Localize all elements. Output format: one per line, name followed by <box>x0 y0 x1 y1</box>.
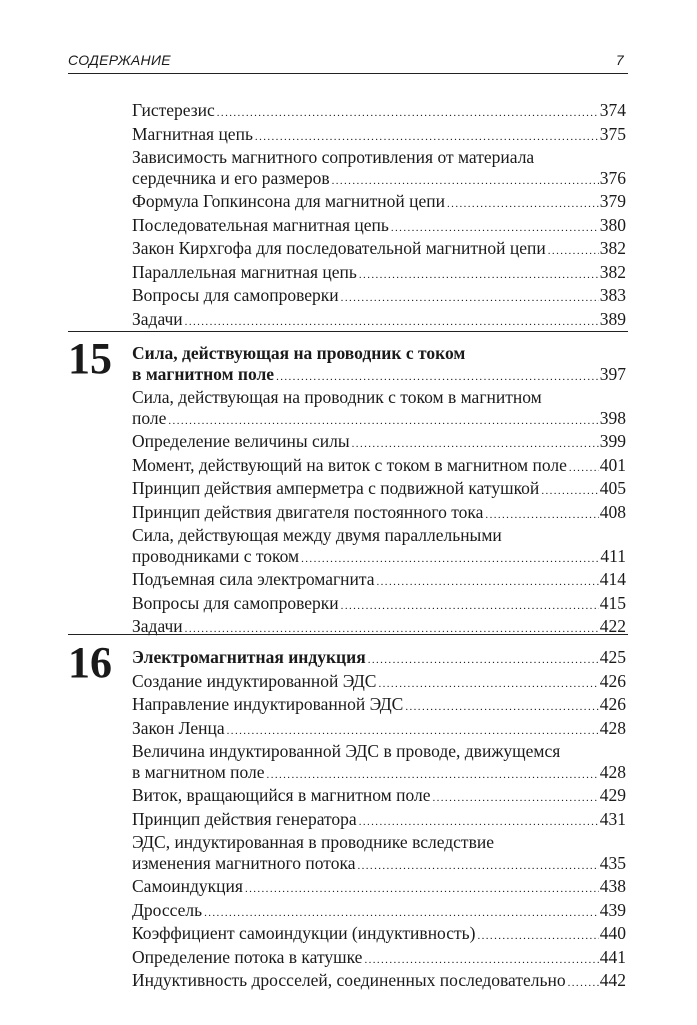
toc-entry[interactable] <box>132 694 626 718</box>
toc-entry-title: Принцип действия амперметра с подвижной катушкой <box>132 478 540 498</box>
toc-entry[interactable] <box>132 876 626 900</box>
toc-entry-page: 439 <box>599 899 626 920</box>
toc-entry-title: поле <box>132 407 167 428</box>
toc-entry[interactable] <box>132 593 626 617</box>
toc-entry-title-line1: Величина индуктированной ЭДС в проводе, движущемся <box>132 741 561 761</box>
toc-entry-title: Определение величины силы <box>132 431 350 451</box>
leader-dots <box>477 926 598 947</box>
toc-entry-page: 426 <box>599 694 626 714</box>
leader-dots <box>185 619 599 640</box>
toc-entry-title: Создание индуктированной ЭДС <box>132 670 377 691</box>
toc-entry-page: 428 <box>599 717 626 738</box>
toc-entry[interactable] <box>132 718 626 742</box>
chapter-title: в магнитном поле <box>132 363 275 384</box>
chapter-title-entry[interactable] <box>132 343 626 387</box>
toc-entry-title: Подъемная сила электромагнита <box>132 569 375 589</box>
page-number: 7 <box>615 52 624 68</box>
toc-entry-title-line1: ЭДС, индуктированная в проводнике вследствие <box>132 832 494 852</box>
toc-entry-title: в магнитном поле <box>132 761 265 782</box>
toc-entry[interactable] <box>132 215 626 239</box>
toc-entry-title: Вопросы для самопроверки <box>132 285 339 305</box>
leader-dots <box>391 218 599 239</box>
toc-entry-title: сердечника и его размеров <box>132 167 330 188</box>
chapter-rule <box>68 331 628 332</box>
toc-entry-page: 428 <box>599 761 626 782</box>
toc-entry[interactable] <box>132 785 626 809</box>
toc-entry[interactable] <box>132 309 626 333</box>
leader-dots <box>332 171 599 192</box>
leader-dots <box>168 411 598 432</box>
toc-entry-page: 415 <box>599 592 626 613</box>
toc-entry[interactable] <box>132 478 626 502</box>
toc-entry-title: Задачи <box>132 308 183 329</box>
toc-entry-title: Направление индуктированной ЭДС <box>132 694 404 714</box>
toc-entry-title: Самоиндукция <box>132 876 243 896</box>
toc-entry[interactable] <box>132 947 626 971</box>
toc-entry-page: 382 <box>599 261 626 282</box>
leader-dots <box>341 596 599 617</box>
header-rule <box>68 73 628 74</box>
leader-dots <box>357 856 598 877</box>
toc-entry-title: Принцип действия генератора <box>132 808 357 829</box>
leader-dots <box>204 903 599 924</box>
toc-entry-page: 382 <box>599 238 626 258</box>
toc-chapter-15 <box>132 343 626 640</box>
leader-dots <box>378 674 598 695</box>
toc-entry[interactable] <box>132 502 626 526</box>
toc-entry-page: 435 <box>599 852 626 873</box>
leader-dots <box>359 812 599 833</box>
toc-entry-page: 431 <box>599 808 626 829</box>
toc-entry-title: Параллельная магнитная цепь <box>132 261 357 282</box>
toc-entry-title: Закон Ленца <box>132 717 225 738</box>
toc-entry-page: 441 <box>599 946 626 967</box>
toc-entry-title: Задачи <box>132 616 183 636</box>
toc-entry-title-line1: Сила, действующая между двумя параллельными <box>132 525 502 545</box>
leader-dots <box>541 481 598 502</box>
toc-entry-page: 376 <box>599 167 626 188</box>
toc-entry[interactable] <box>132 191 626 215</box>
toc-entry-page: 379 <box>599 191 626 211</box>
toc-entry[interactable] <box>132 671 626 695</box>
toc-entry-page: 411 <box>600 545 626 566</box>
toc-entry-title-line1: Зависимость магнитного сопротивления от материала <box>132 147 535 167</box>
toc-entry[interactable] <box>132 809 626 833</box>
leader-dots <box>368 650 599 671</box>
toc-entry-title: Виток, вращающийся в магнитном поле <box>132 785 431 805</box>
leader-dots <box>352 434 599 455</box>
toc-entry-page: 380 <box>599 214 626 235</box>
running-head-title: СОДЕРЖАНИЕ <box>68 52 171 68</box>
toc-entry[interactable] <box>132 970 626 994</box>
toc-entry-title: Формула Гопкинсона для магнитной цепи <box>132 191 446 211</box>
toc-entry[interactable] <box>132 387 626 431</box>
chapter-page: 397 <box>599 363 626 384</box>
toc-chapter-16 <box>132 647 626 994</box>
toc-entry[interactable] <box>132 616 626 640</box>
leader-dots <box>276 367 599 388</box>
toc-entry-title: Гистерезис <box>132 100 215 120</box>
leader-dots <box>447 194 599 215</box>
chapter-title: Электромагнитная индукция <box>132 647 366 667</box>
toc-entry-page: 374 <box>599 100 626 120</box>
chapter-rule <box>68 634 628 635</box>
toc-entry-title: Закон Кирхгофа для последовательной магнитной цепи <box>132 238 546 258</box>
toc-entry[interactable] <box>132 923 626 947</box>
toc-entry[interactable] <box>132 238 626 262</box>
toc-entry-title: Момент, действующий на виток с током в магнитном поле <box>132 454 567 475</box>
leader-dots <box>569 458 599 479</box>
leader-dots <box>432 788 598 809</box>
leader-dots <box>568 973 599 994</box>
toc-entry-page: 438 <box>599 876 626 896</box>
toc-entry[interactable] <box>132 741 626 785</box>
toc-entry-page: 383 <box>599 285 626 305</box>
leader-dots <box>548 241 599 262</box>
leader-dots <box>364 950 598 971</box>
toc-entry-title: проводниками с током <box>132 545 300 566</box>
leader-dots <box>485 505 598 526</box>
toc-entry-title: Магнитная цепь <box>132 123 253 144</box>
toc-entry-page: 375 <box>599 123 626 144</box>
leader-dots <box>245 879 599 900</box>
toc-entry[interactable] <box>132 569 626 593</box>
leader-dots <box>217 103 599 124</box>
leader-dots <box>301 549 599 570</box>
leader-dots <box>185 312 599 333</box>
toc-entry[interactable] <box>132 124 626 148</box>
chapter-title-line1: Сила, действующая на проводник с током <box>132 343 466 363</box>
toc-entry[interactable] <box>132 525 626 569</box>
toc-entry-title: Вопросы для самопроверки <box>132 592 339 613</box>
toc-entry[interactable] <box>132 285 626 309</box>
chapter-title-entry[interactable] <box>132 647 626 671</box>
toc-entry-page: 440 <box>599 923 626 943</box>
toc-entry[interactable] <box>132 100 626 124</box>
toc-entry-page: 426 <box>599 670 626 691</box>
chapter-number: 16 <box>68 638 112 687</box>
chapter-page: 425 <box>599 647 626 667</box>
leader-dots <box>377 572 599 593</box>
leader-dots <box>255 127 599 148</box>
toc-entry-title: Определение потока в катушке <box>132 946 363 967</box>
running-head <box>68 52 628 72</box>
toc-entry-title: Индуктивность дросселей, соединенных последовательно <box>132 970 566 990</box>
toc-entry-title: изменения магнитного потока <box>132 852 356 873</box>
toc-entry[interactable] <box>132 262 626 286</box>
toc-entry-page: 401 <box>599 454 626 475</box>
toc-entry-page: 414 <box>599 569 626 589</box>
toc-entry[interactable] <box>132 832 626 876</box>
toc-section-continued <box>132 100 626 332</box>
toc-entry-title: Дроссель <box>132 899 203 920</box>
toc-entry[interactable] <box>132 455 626 479</box>
toc-entry-page: 389 <box>599 308 626 329</box>
toc-entry-page: 398 <box>599 407 626 428</box>
toc-entry-title: Коэффициент самоиндукции (индуктивность) <box>132 923 476 943</box>
toc-entry-page: 429 <box>599 785 626 805</box>
leader-dots <box>227 721 599 742</box>
toc-entry-page: 422 <box>599 616 626 636</box>
chapter-number: 15 <box>68 334 112 383</box>
toc-entry[interactable] <box>132 147 626 191</box>
toc-entry[interactable] <box>132 900 626 924</box>
toc-entry-page: 408 <box>599 501 626 522</box>
toc-entry-page: 405 <box>599 478 626 498</box>
leader-dots <box>359 265 599 286</box>
toc-entry[interactable] <box>132 431 626 455</box>
toc-entry-title: Последовательная магнитная цепь <box>132 214 389 235</box>
leader-dots <box>341 288 599 309</box>
toc-entry-title: Принцип действия двигателя постоянного тока <box>132 501 484 522</box>
toc-entry-title-line1: Сила, действующая на проводник с током в магнитном <box>132 387 542 407</box>
toc-entry-page: 399 <box>599 431 626 451</box>
toc-entry-page: 442 <box>599 970 626 990</box>
leader-dots <box>405 697 598 718</box>
leader-dots <box>267 765 599 786</box>
